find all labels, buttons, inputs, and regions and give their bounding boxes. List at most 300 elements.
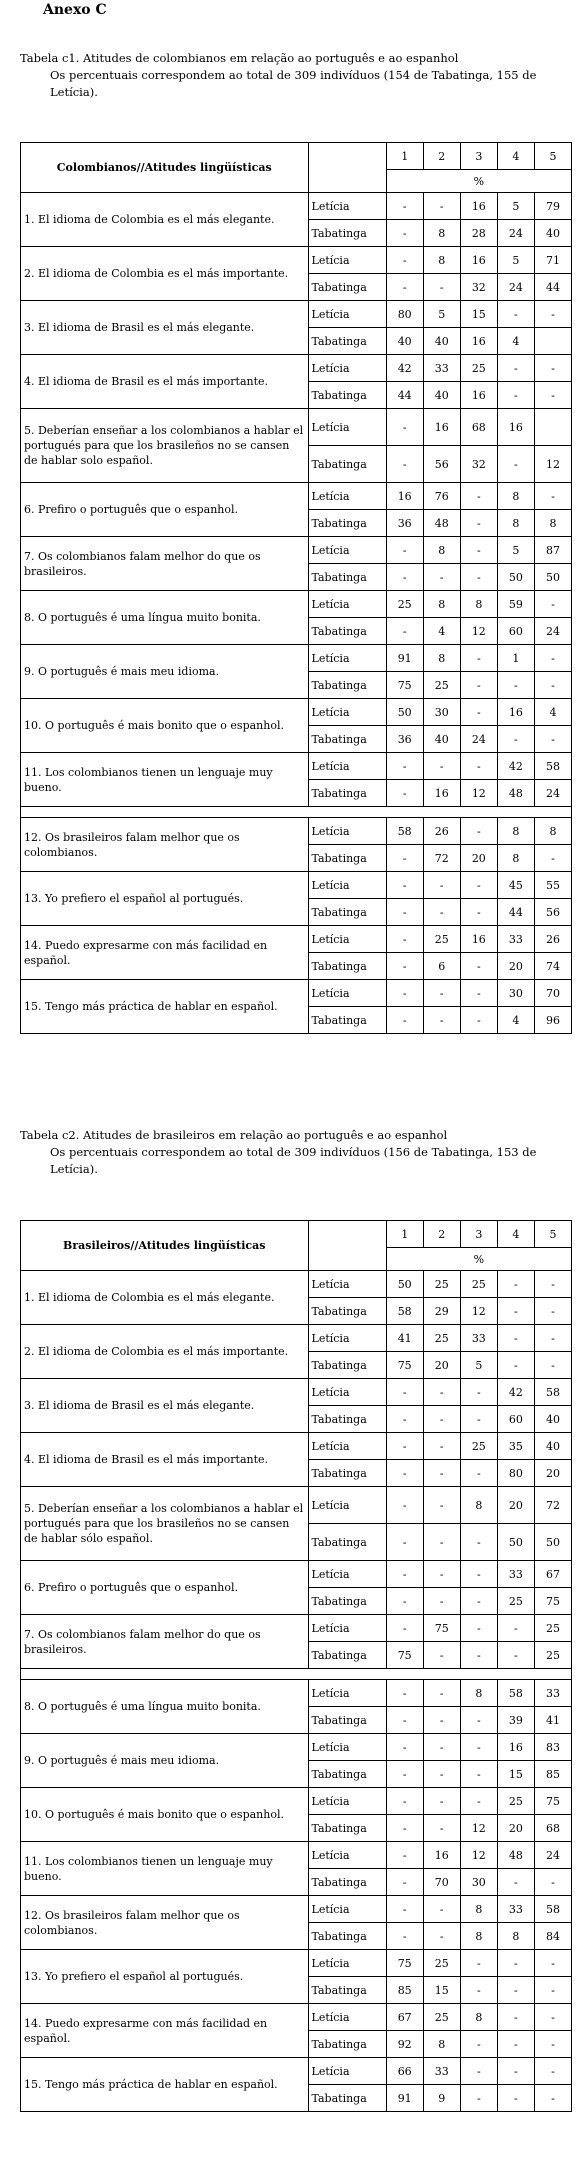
row-value: 25 [460,355,497,382]
row-value: 50 [534,564,571,591]
row-place: Tabatinga [308,1588,386,1615]
row-value: 16 [460,247,497,274]
row-value: 8 [423,645,460,672]
row-value: 16 [460,382,497,409]
row-place: Letícia [308,1561,386,1588]
row-value: 40 [534,1433,571,1460]
row-statement: 8. O português é uma língua muito bonita. [21,591,309,645]
row-place: Tabatinga [308,1007,386,1034]
table-row [21,409,572,446]
row-value: 25 [460,1433,497,1460]
table-row [21,1487,572,1524]
row-statement: 10. O português é mais bonito que o espanhol. [21,699,309,753]
row-place: Letícia [308,1842,386,1869]
row-statement: 11. Los colombianos tienen un lenguaje muy bueno. [21,1842,309,1896]
row-value: - [386,1788,423,1815]
row-value: 16 [497,699,534,726]
row-place: Letícia [308,1788,386,1815]
row-value: 55 [534,872,571,899]
table-row [21,1734,572,1761]
row-value: - [386,1707,423,1734]
row-statement: 15. Tengo más práctica de hablar en español. [21,2058,309,2112]
row-statement: 3. El idioma de Brasil es el más elegante. [21,301,309,355]
row-value: 16 [423,780,460,807]
table2-header-col-1: 1 [386,1221,423,1248]
row-value: 24 [497,274,534,301]
row-value: 33 [497,1896,534,1923]
row-value: 35 [497,1433,534,1460]
row-value: - [534,645,571,672]
row-value: 70 [534,980,571,1007]
row-value [534,328,571,355]
row-value: 25 [534,1642,571,1669]
row-value: - [460,1615,497,1642]
table-row [21,1680,572,1707]
row-value: 72 [534,1487,571,1524]
row-value: - [497,1950,534,1977]
row-place: Letícia [308,1734,386,1761]
row-value: - [497,1615,534,1642]
row-value: - [386,564,423,591]
row-value: - [386,274,423,301]
row-statement: 15. Tengo más práctica de hablar en español. [21,980,309,1034]
row-value: 20 [460,845,497,872]
row-value: 75 [423,1615,460,1642]
row-statement: 6. Prefiro o português que o espanhol. [21,1561,309,1615]
row-value: - [423,1379,460,1406]
table-row [21,818,572,845]
row-value: - [534,1352,571,1379]
table-row [21,2058,572,2085]
row-value: 9 [423,2085,460,2112]
row-value: 41 [386,1325,423,1352]
row-value: 8 [423,537,460,564]
table-row [21,2004,572,2031]
row-value: 28 [460,220,497,247]
row-place: Tabatinga [308,328,386,355]
row-place: Letícia [308,1433,386,1460]
row-value: - [460,1642,497,1669]
row-place: Tabatinga [308,1761,386,1788]
row-value: - [460,1950,497,1977]
table1-header-col-4: 4 [497,143,534,170]
row-value: - [460,818,497,845]
row-value: 15 [497,1761,534,1788]
row-value: 16 [423,409,460,446]
row-value: - [534,2058,571,2085]
row-value: 80 [386,301,423,328]
row-value: 5 [423,301,460,328]
row-statement: 4. El idioma de Brasil es el más importante. [21,355,309,409]
row-value: 25 [423,926,460,953]
row-value: 71 [534,247,571,274]
row-place: Tabatinga [308,382,386,409]
row-value: 32 [460,274,497,301]
row-value: - [460,2058,497,2085]
row-value: 16 [460,193,497,220]
row-value: - [534,1977,571,2004]
row-place: Tabatinga [308,1815,386,1842]
row-value: 84 [534,1923,571,1950]
row-place: Letícia [308,537,386,564]
row-value: 58 [534,1379,571,1406]
row-value: 25 [386,591,423,618]
row-value: - [460,564,497,591]
row-place: Tabatinga [308,1406,386,1433]
row-value: - [497,1869,534,1896]
row-value: - [497,1642,534,1669]
row-value: - [460,2085,497,2112]
row-value: - [534,382,571,409]
row-statement: 2. El idioma de Colombia es el más importante. [21,247,309,301]
row-value: 30 [460,1869,497,1896]
row-value: 85 [386,1977,423,2004]
row-value: 36 [386,726,423,753]
row-place: Letícia [308,355,386,382]
row-value: - [386,1761,423,1788]
table1-header-col-5: 5 [534,143,571,170]
table-row [21,537,572,564]
row-value: - [423,1788,460,1815]
row-value: - [534,1950,571,1977]
row-value: 92 [386,2031,423,2058]
row-value: 72 [423,845,460,872]
row-value: 15 [423,1977,460,2004]
row-value: - [497,1298,534,1325]
row-place: Tabatinga [308,726,386,753]
row-value: - [386,1815,423,1842]
row-value: 40 [423,328,460,355]
row-value: - [423,899,460,926]
row-value: 48 [497,1842,534,1869]
row-value [534,409,571,446]
row-value: 24 [534,1842,571,1869]
row-value: 66 [386,2058,423,2085]
row-value: - [534,2085,571,2112]
row-value: - [423,1406,460,1433]
row-value: - [386,193,423,220]
row-value: - [423,1734,460,1761]
row-value: 42 [497,753,534,780]
row-value: - [386,446,423,483]
row-place: Letícia [308,699,386,726]
row-place: Letícia [308,926,386,953]
row-value: 25 [497,1788,534,1815]
row-value: - [497,301,534,328]
table2-caption-text: Atitudes de brasileiros em relação ao português e ao espanhol [79,1128,448,1142]
row-value: - [386,1460,423,1487]
row-value: 24 [534,618,571,645]
row-value: 25 [460,1271,497,1298]
row-value: - [534,301,571,328]
row-value: 40 [534,220,571,247]
row-value: - [386,1433,423,1460]
row-value: 12 [460,1815,497,1842]
row-value: 25 [423,672,460,699]
row-value: - [497,726,534,753]
table-row [21,355,572,382]
row-value: 70 [423,1869,460,1896]
row-value: 33 [460,1325,497,1352]
row-value: - [386,899,423,926]
row-statement: 12. Os brasileiros falam melhor que os colombianos. [21,1896,309,1950]
row-value: - [423,1007,460,1034]
row-value: 79 [534,193,571,220]
row-value: 20 [423,1352,460,1379]
row-value: - [497,355,534,382]
table1-colombians [20,142,572,1034]
row-place: Letícia [308,409,386,446]
row-value: 5 [460,1352,497,1379]
row-value: 8 [423,591,460,618]
row-value: - [534,483,571,510]
annex-title: Anexo C [43,2,107,18]
row-value: - [386,247,423,274]
row-value: - [534,1298,571,1325]
row-value: 76 [423,483,460,510]
row-statement: 14. Puedo expresarme con más facilidad en español. [21,2004,309,2058]
table1-caption-label: Tabela c1. [20,51,80,65]
table-row [21,980,572,1007]
row-value: 44 [534,274,571,301]
row-place: Letícia [308,1896,386,1923]
row-place: Letícia [308,2004,386,2031]
row-value: 44 [386,382,423,409]
row-value: 40 [423,382,460,409]
row-value: 56 [423,446,460,483]
row-place: Letícia [308,1680,386,1707]
row-value: 44 [497,899,534,926]
row-value: - [386,1007,423,1034]
row-value: - [423,980,460,1007]
row-value: 75 [534,1588,571,1615]
table1-header-col-1: 1 [386,143,423,170]
row-value: - [423,1433,460,1460]
row-value: - [423,1896,460,1923]
row-value: - [386,1869,423,1896]
row-value: - [460,1406,497,1433]
row-value: 68 [534,1815,571,1842]
row-value: 30 [497,980,534,1007]
row-value: 8 [460,591,497,618]
row-value: 75 [386,1352,423,1379]
row-value: - [460,872,497,899]
row-value: 12 [460,1842,497,1869]
row-value: - [534,1271,571,1298]
row-statement: 7. Os colombianos falam melhor do que os brasileiros. [21,537,309,591]
row-statement: 5. Deberían enseñar a los colombianos a hablar el portugués para que los brasileños no se cansen de hablar solo español. [21,409,309,483]
row-value: - [460,1761,497,1788]
row-value: 16 [460,328,497,355]
table-row [21,753,572,780]
row-value: 24 [497,220,534,247]
table-row [21,591,572,618]
table-row [21,1325,572,1352]
row-value: 8 [460,2004,497,2031]
row-value: - [534,2031,571,2058]
row-value: 85 [534,1761,571,1788]
row-value: 58 [534,1896,571,1923]
row-place: Tabatinga [308,953,386,980]
row-value: - [386,220,423,247]
row-value: 75 [386,672,423,699]
row-value: 50 [386,699,423,726]
row-value: 12 [534,446,571,483]
row-value: 50 [497,1524,534,1561]
row-value: 50 [497,564,534,591]
row-place: Tabatinga [308,1524,386,1561]
row-value: - [386,1561,423,1588]
row-value: 25 [423,1325,460,1352]
row-value: - [386,872,423,899]
row-value: 33 [423,2058,460,2085]
table-row [21,1271,572,1298]
row-value: 40 [534,1406,571,1433]
row-value: 91 [386,2085,423,2112]
row-place: Tabatinga [308,780,386,807]
row-value: 5 [497,537,534,564]
row-value: 12 [460,780,497,807]
row-value: - [534,845,571,872]
row-value: 67 [534,1561,571,1588]
row-statement: 3. El idioma de Brasil es el más elegante. [21,1379,309,1433]
row-value: 75 [534,1788,571,1815]
row-value: 25 [534,1615,571,1642]
row-value: 91 [386,645,423,672]
row-place: Letícia [308,193,386,220]
row-place: Tabatinga [308,1923,386,1950]
table1-header-col-2: 2 [423,143,460,170]
row-statement: 5. Deberían enseñar a los colombianos a hablar el portugués para que los brasileños no se cansen de hablar sólo español. [21,1487,309,1561]
row-statement: 8. O português é uma língua muito bonita. [21,1680,309,1734]
row-place: Letícia [308,1615,386,1642]
row-value: - [460,1460,497,1487]
row-value: - [460,645,497,672]
row-value: 58 [386,818,423,845]
row-value: 25 [423,1950,460,1977]
row-value: 39 [497,1707,534,1734]
row-place: Letícia [308,645,386,672]
table-row [21,1561,572,1588]
row-value: - [386,753,423,780]
table1-caption-note: Os percentuais correspondem ao total de 309 indivíduos (154 de Tabatinga, 155 de Letícia). [50,68,537,99]
row-value: - [497,382,534,409]
row-value: - [386,1524,423,1561]
row-statement: 1. El idioma de Colombia es el más elegante. [21,1271,309,1325]
row-value: - [386,1842,423,1869]
table-row [21,645,572,672]
row-value: - [386,1487,423,1524]
table2-caption-label: Tabela c2. [20,1128,80,1142]
table-row [21,1433,572,1460]
row-value: 8 [534,818,571,845]
row-value: 29 [423,1298,460,1325]
row-value: 26 [423,818,460,845]
row-value: - [497,1271,534,1298]
table1-header-col-3: 3 [460,143,497,170]
row-value: - [423,193,460,220]
row-place: Letícia [308,872,386,899]
row-value: - [497,1977,534,2004]
row-statement: 9. O português é mais meu idioma. [21,645,309,699]
row-value: - [386,980,423,1007]
row-place: Tabatinga [308,2085,386,2112]
row-value: - [460,699,497,726]
row-value: - [460,980,497,1007]
row-value: - [423,753,460,780]
row-value: 8 [423,220,460,247]
row-value: - [497,2004,534,2031]
table-row [21,483,572,510]
row-value: - [386,1896,423,1923]
row-statement: 1. El idioma de Colombia es el más elegante. [21,193,309,247]
row-value: - [497,2031,534,2058]
row-value: - [497,1352,534,1379]
table-row [21,1842,572,1869]
row-value: 8 [534,510,571,537]
table-row [21,1950,572,1977]
row-value: 16 [423,1842,460,1869]
row-value: 33 [497,926,534,953]
row-value: 15 [460,301,497,328]
row-value: 8 [423,247,460,274]
row-value: - [386,1379,423,1406]
row-value: - [460,537,497,564]
row-value: 33 [497,1561,534,1588]
row-value: - [460,953,497,980]
row-value: 42 [497,1379,534,1406]
row-value: - [460,1734,497,1761]
table2-caption-note: Os percentuais correspondem ao total de 309 indivíduos (156 de Tabatinga, 153 de Letícia). [50,1145,537,1176]
row-value: - [423,1561,460,1588]
row-value: - [423,1761,460,1788]
row-place: Tabatinga [308,1869,386,1896]
row-value: - [534,672,571,699]
row-value: 42 [386,355,423,382]
row-value: 33 [423,355,460,382]
row-value: - [423,1707,460,1734]
row-value: 30 [423,699,460,726]
table-row [21,926,572,953]
row-value: 75 [386,1642,423,1669]
row-value: 87 [534,537,571,564]
row-place: Tabatinga [308,1352,386,1379]
row-value: 67 [386,2004,423,2031]
row-place: Tabatinga [308,1707,386,1734]
row-value: - [423,1460,460,1487]
row-value: - [497,2058,534,2085]
table-row [21,699,572,726]
row-value: - [423,1642,460,1669]
row-value: 32 [460,446,497,483]
row-place: Letícia [308,2058,386,2085]
row-value: 40 [386,328,423,355]
row-value: 5 [497,247,534,274]
row-place: Tabatinga [308,220,386,247]
table2-header-col-3: 3 [460,1221,497,1248]
row-statement: 13. Yo prefiero el español al portugués. [21,872,309,926]
table-row [21,1788,572,1815]
row-value: - [534,2004,571,2031]
row-value: 41 [534,1707,571,1734]
row-value: - [386,845,423,872]
row-place: Letícia [308,247,386,274]
row-value: 25 [423,2004,460,2031]
row-value: 20 [497,1487,534,1524]
row-place: Letícia [308,1325,386,1352]
row-place: Tabatinga [308,446,386,483]
row-value: 96 [534,1007,571,1034]
